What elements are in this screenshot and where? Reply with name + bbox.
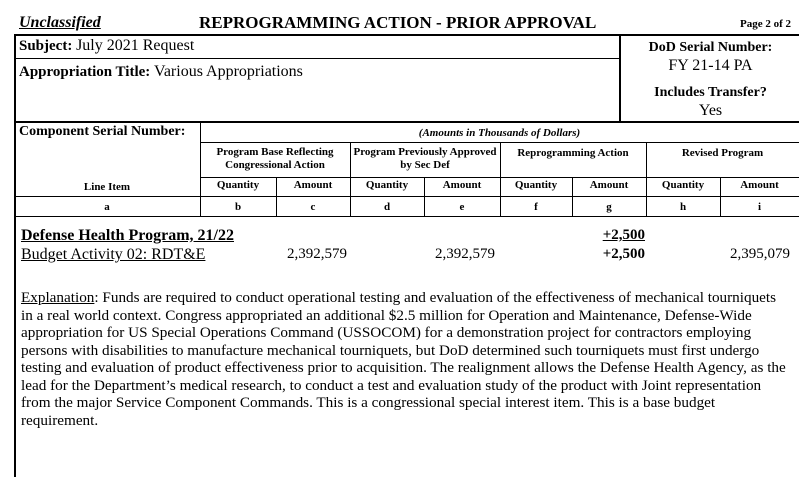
subject-divider <box>14 58 620 59</box>
col-letter-h: h <box>679 201 687 213</box>
col-e-amt: Amount <box>442 179 482 191</box>
page-title: REPROGRAMMING ACTION - PRIOR APPROVAL <box>199 13 597 32</box>
col-letter-b: b <box>234 201 242 213</box>
col-g-amt: Amount <box>589 179 629 191</box>
serial-value: FY 21-14 PA <box>668 57 753 74</box>
subject-row <box>19 37 194 55</box>
table-bottom-border <box>14 216 799 217</box>
change-amount: +2,500 <box>602 246 645 262</box>
appropriation-value: Various Appropriations <box>154 63 303 80</box>
transfer-value: Yes <box>698 102 723 119</box>
classification-label: Unclassified <box>19 14 101 31</box>
header-bottom-border <box>14 121 799 123</box>
program-title-change: +2,500 <box>602 227 645 243</box>
col-letter-i: i <box>757 201 762 213</box>
group-previous: Program Previously Approved by Sec Def <box>353 146 497 171</box>
budget-activity: Budget Activity 02: RDT&E <box>21 246 206 263</box>
group-base: Program Base Reflecting Congressional Action <box>216 146 334 171</box>
col-b-qty: Quantity <box>216 179 260 191</box>
subject-label: Subject: <box>19 38 73 54</box>
transfer-label: Includes Transfer? <box>654 85 767 100</box>
col-letter-c: c <box>310 201 316 213</box>
page-number: Page 2 of 2 <box>740 18 792 30</box>
component-serial-label: Component Serial Number: <box>19 124 186 139</box>
explanation-label: Explanation <box>21 289 95 306</box>
col-letter-f: f <box>534 201 538 213</box>
col-letter-d: d <box>383 201 391 213</box>
units-label: (Amounts in Thousands of Dollars) <box>418 127 581 139</box>
col-i-amt: Amount <box>740 179 779 191</box>
col-letter-g: g <box>606 201 612 213</box>
program-title: Defense Health Program, 21/22 <box>21 227 234 244</box>
top-border <box>14 34 799 36</box>
group-divider <box>200 177 799 178</box>
line-item-header: Line Item <box>83 181 131 193</box>
col-f-qty: Quantity <box>514 179 558 191</box>
subject-value: July 2021 Request <box>76 37 195 54</box>
appropriation-label: Appropriation Title: <box>19 64 151 80</box>
header-vertical-divider <box>619 34 621 122</box>
col-letter-e: e <box>459 201 465 213</box>
group-revised: Revised Program <box>681 147 764 159</box>
appropriation-row <box>19 63 303 81</box>
base-amount: 2,392,579 <box>287 246 347 262</box>
explanation-text: : Funds are required to conduct operational testing and evaluation of the effectiveness of mechanical tourniquets in a real world context. Congress appropriated an additional $2.5 million for Operation and Maintenance, Defense-Wide appropriation for US Special Operations Command (USSOCOM) for a demonstration project for contractors employing persons with disabilities to manufacture mechanical tourniquets, but DoD determined such tourniquets must first undergo testing and evaluation of product effectiveness prior to acquisition. The realignment allows the Defense Health Agency, as the lead for the Department’s medical research, to conduct a test and evaluation study of the product with Joint representation from the major Service Component Commands. This is a congressional special interest item. This is a base budget requirement. <box>21 289 786 429</box>
col-letter-a: a <box>104 201 110 213</box>
col-c-amt: Amount <box>293 179 333 191</box>
revised-amount: 2,395,079 <box>730 246 790 262</box>
group-reprogramming: Reprogramming Action <box>517 147 629 159</box>
column-header-divider <box>14 196 799 197</box>
previous-amount: 2,392,579 <box>435 246 495 262</box>
left-border <box>14 34 16 477</box>
col-h-qty: Quantity <box>661 179 705 191</box>
explanation-paragraph <box>21 289 789 429</box>
units-divider <box>200 142 799 143</box>
col-d-qty: Quantity <box>365 179 409 191</box>
serial-label: DoD Serial Number: <box>648 40 773 55</box>
